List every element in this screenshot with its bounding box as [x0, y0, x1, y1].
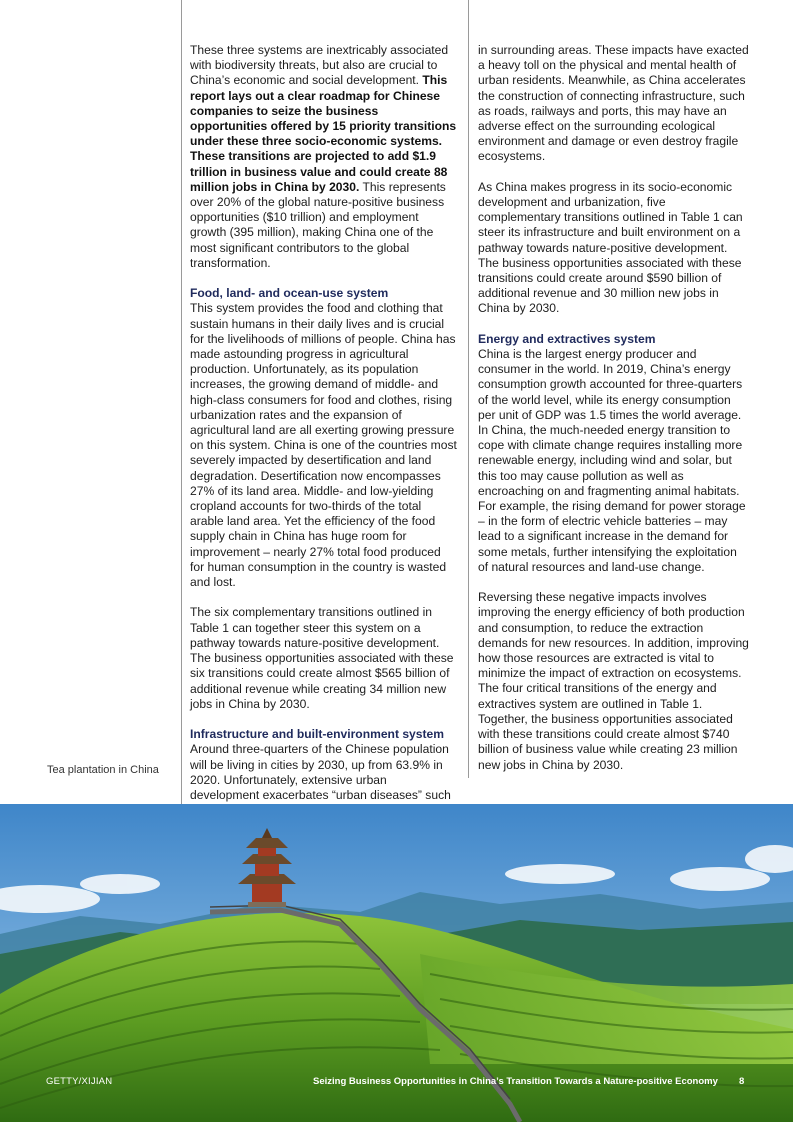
column-divider-rule [468, 0, 469, 778]
tea-plantation-photo [0, 804, 793, 1122]
food-system-paragraph-1: This system provides the food and clothing that sustain humans in their daily lives and is crucial for the livelihoods of millions of people. China has made astounding progress in agricultural production. Unfortunately, as its population increases, the growing demand of middle- and high-class consumers for food and clothes, rising urbanization rates and the expansion of agricultural land are all exerting growing pressure on this system. China is one of the countries most severely impacted by desertification and land degradation. Desertification now encompasses 27% of its land area. Middle- and low-yielding cropland accounts for two-thirds of the total arable land area. Yet the efficiency of the food supply chain in China has huge room for improvement – nearly 27% total food produced for human consumption in the country is wasted and lost. [190, 301, 457, 590]
food-system-heading: Food, land- and ocean-use system [190, 286, 389, 301]
page-number: 8 [739, 1076, 745, 1087]
energy-paragraph-2: Reversing these negative impacts involves improving the energy efficiency of both production and consumption, to reduce the extraction demands for new resources. In addition, improving how those resources are extracted is vital to minimize the impact of extraction on ecosystems. The four critical transitions of the energy and extractives system are outlined in Table 1. Together, the business opportunities associated with these transitions could create almost $740 billion of business value while creating 23 million new jobs in China by 2030. [478, 590, 749, 772]
energy-paragraph-1: China is the largest energy producer and consumer in the world. In 2019, China’s energy consumption growth accounted for three-quarters of the world level, while its energy consumption per unit of GDP was 1.5 times the world average. In China, the much-needed energy transition to cope with climate change requires installing more renewable energy, including wind and solar, but this too may cause pollution as well as encroaching on and fragmenting animal habitats. For example, the rising demand for power storage – in the form of electric vehicle batteries – may lead to a significant increase in the demand for some metals, further intensifying the exploitation of natural resources and land-use change. [478, 347, 746, 574]
left-column [190, 43, 458, 849]
intro-text-before: These three systems are inextricably associated with biodiversity threats, but also are crucial to China’s economic and social development. [190, 43, 449, 88]
figure-caption: Tea plantation in China [47, 764, 159, 776]
infrastructure-system-heading: Infrastructure and built-environment system [190, 727, 445, 742]
intro-text-after: This represents over 20% of the global nature-positive business opportunities ($10 trillion) and employment growth (395 million), making China one of the most significant contributors to the global transformation. [190, 179, 446, 270]
intro-paragraph [190, 43, 458, 271]
tea-plantation-illustration [0, 804, 793, 1122]
infrastructure-paragraph-continued: in surrounding areas. These impacts have exacted a heavy toll on the physical and mental health of urban residents. Meanwhile, as China accelerates the construction of connecting infrastructure, such as roads, railways and ports, this may have an adverse effect on the surrounding ecological environment and damage or even destroy fragile ecosystems. [478, 43, 749, 164]
intro-bold-text: This report lays out a clear roadmap for Chinese companies to seize the business opportunities offered by 15 priority transitions under these three socio-economic systems. These transitions are projected to add $1.9 trillion in business value and could create 88 million jobs in China by 2030. [190, 73, 457, 194]
right-column [478, 43, 750, 788]
food-system-paragraph-2: The six complementary transitions outlined in Table 1 can together steer this system on a pathway towards nature-positive development. The business opportunities associated with these six transitions could create almost $565 billion of additional revenue while creating 34 million new jobs in China by 2030. [190, 605, 454, 711]
footer-report-title: Seizing Business Opportunities in China’s Transition Towards a Nature-positive Economy [313, 1076, 718, 1087]
photo-credit: GETTY/XIJIAN [46, 1076, 113, 1087]
energy-system-heading: Energy and extractives system [478, 331, 656, 346]
infrastructure-paragraph-1: Around three-quarters of the Chinese population will be living in cities by 2030, up from 63.9% in 2020. Unfortunately, extensive urban development exacerbates “urban diseases” such [190, 742, 451, 802]
infrastructure-paragraph-2: As China makes progress in its socio-economic development and urbanization, five complementary transitions outlined in Table 1 can steer its infrastructure and built environment on a pathway towards nature-positive development. The business opportunities associated with these transitions could create around $590 billion of additional revenue and 30 million new jobs in China by 2030. [478, 179, 743, 316]
left-margin-rule [181, 0, 182, 804]
